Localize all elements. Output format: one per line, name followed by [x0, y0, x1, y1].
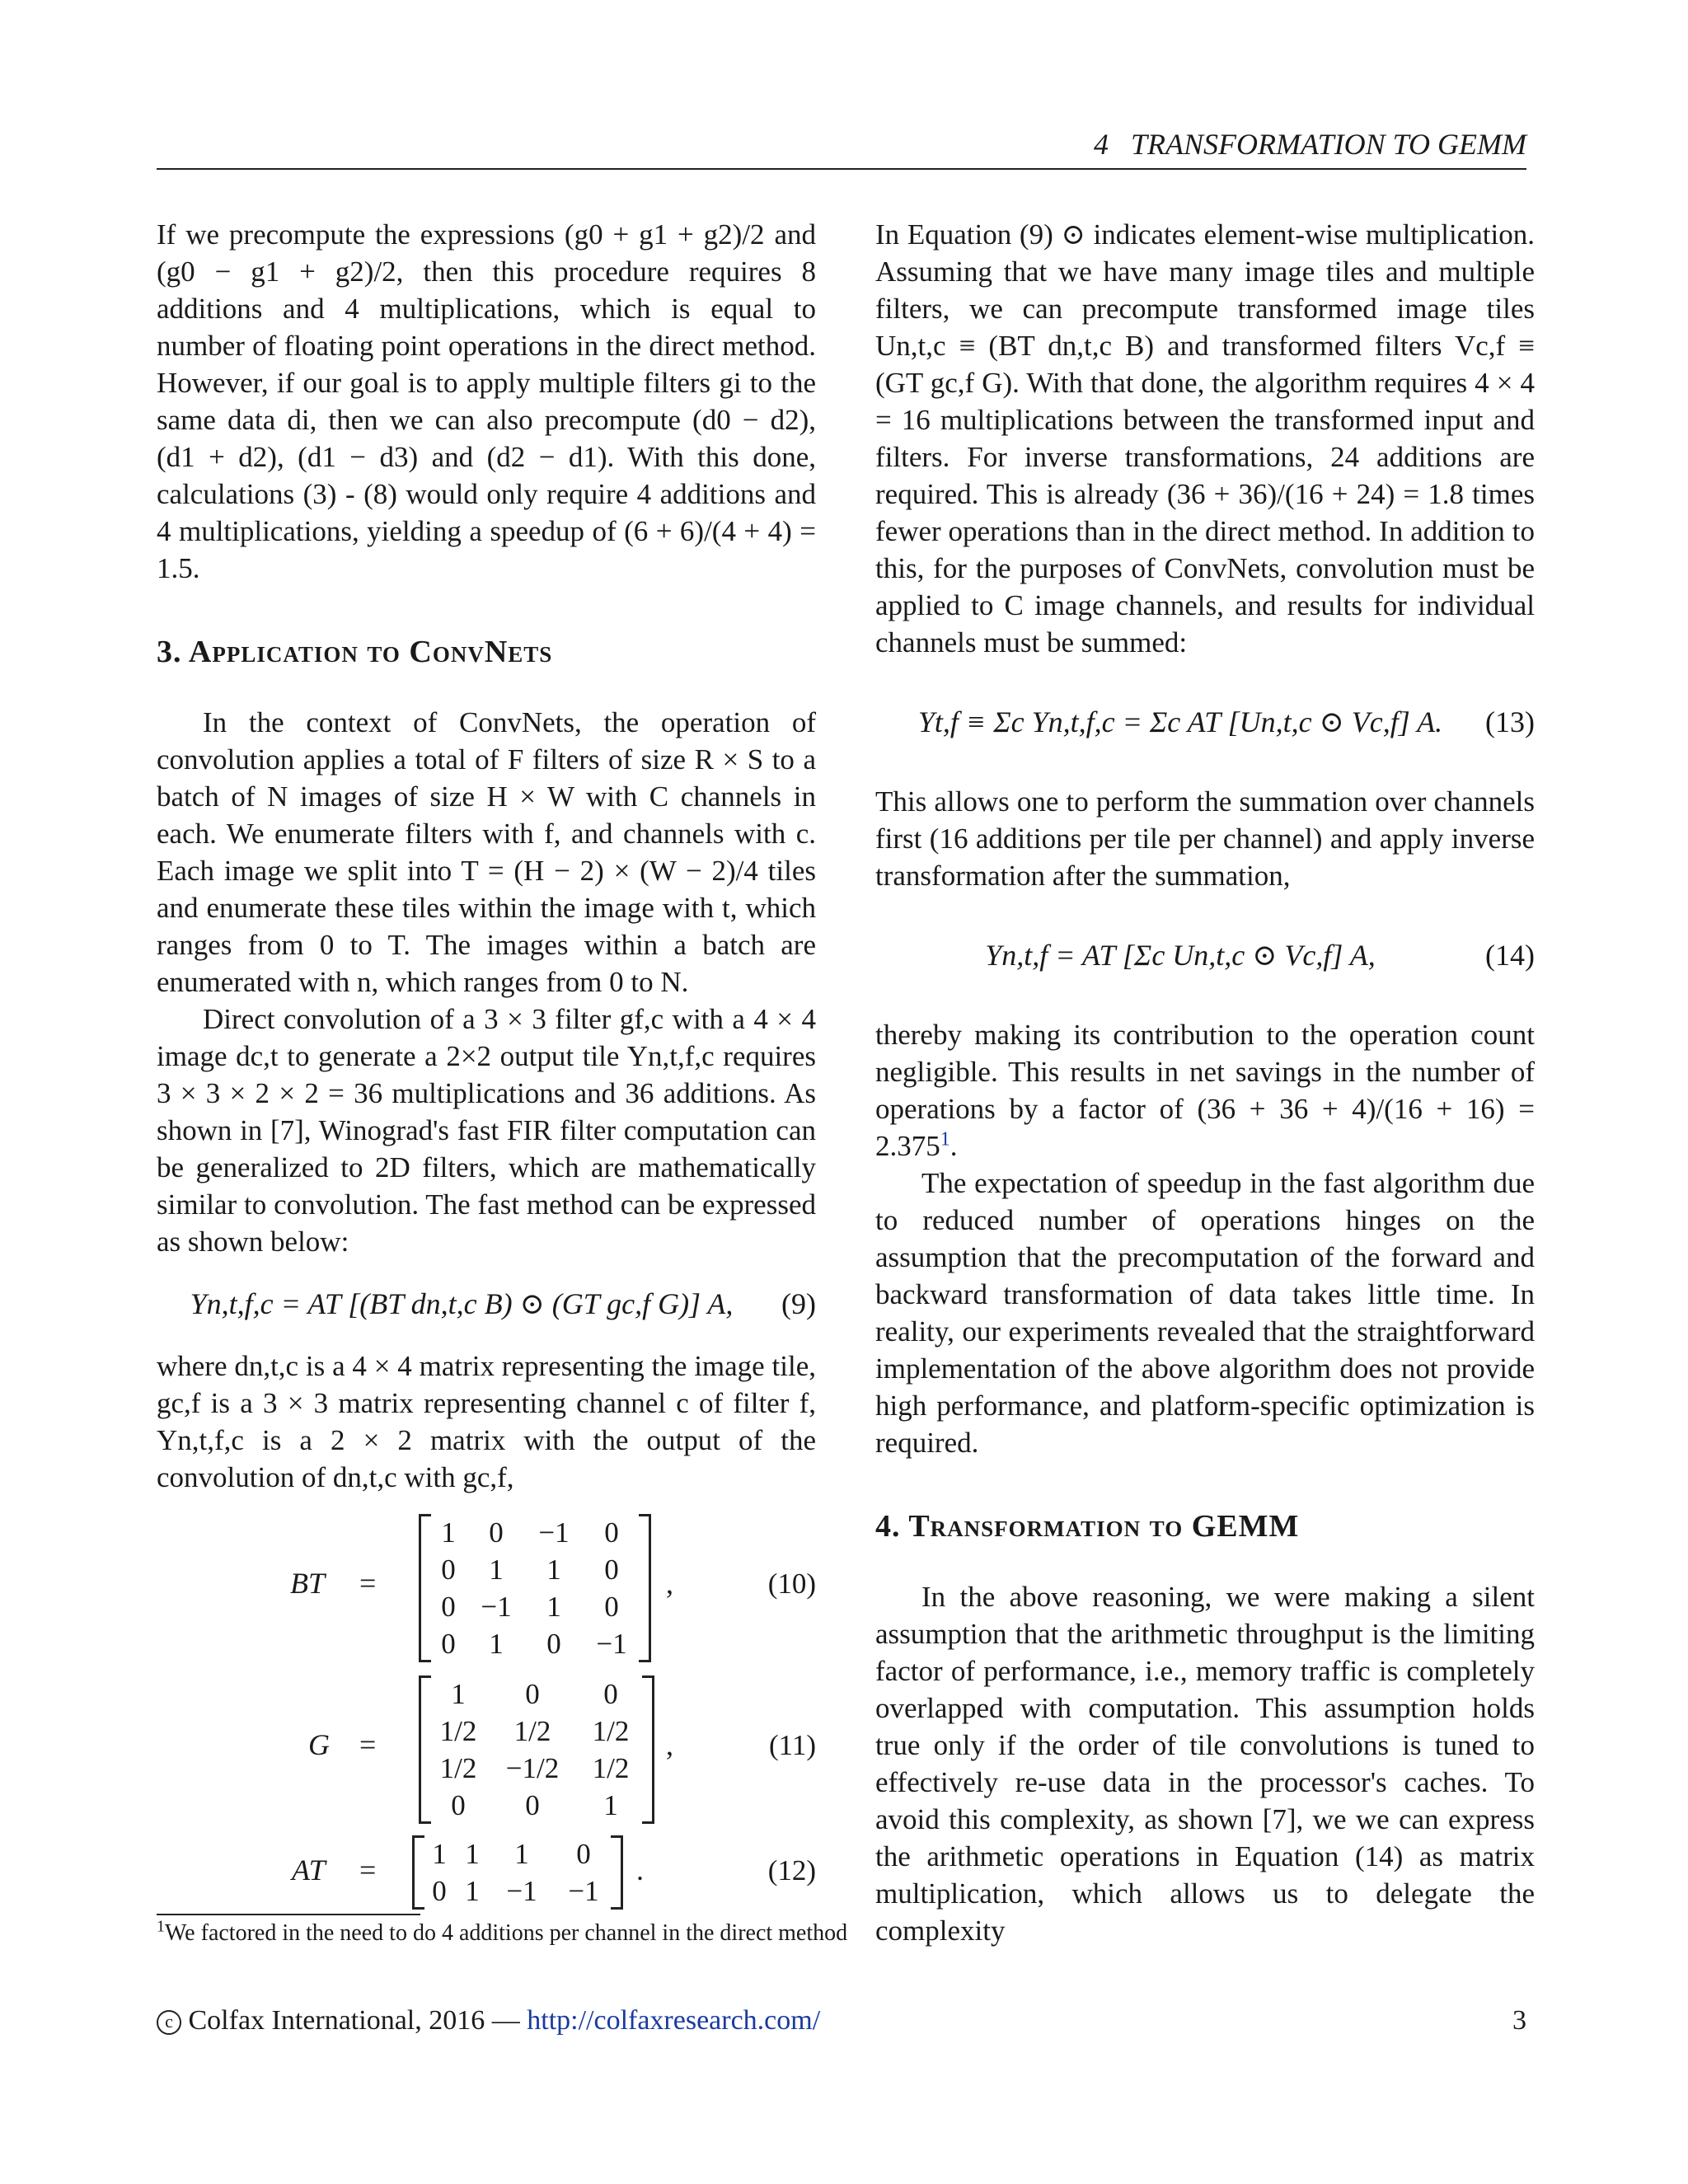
- equation-14-body: Yn,t,f = AT [Σc Un,t,c ⊙ Vc,f] A,: [985, 939, 1376, 972]
- matrix-at-cell: 0: [576, 1838, 591, 1870]
- matrix-g-cell: 0: [525, 1789, 540, 1821]
- footnote-ref-1[interactable]: 1: [940, 1128, 950, 1151]
- matrix-bt-cell: 0: [441, 1628, 456, 1660]
- equation-13: [875, 673, 1535, 771]
- matrix-at-cell: 1: [465, 1838, 480, 1870]
- header-section-number: 4: [1094, 128, 1109, 161]
- matrix-bt-cell: 0: [604, 1591, 619, 1623]
- footnote-mark: 1: [157, 1917, 165, 1936]
- matrix-bt-cell: 1: [441, 1516, 456, 1549]
- left-paragraph-1: If we precompute the expressions (g0 + g1 + g2)/2 and (g0 − g1 + g2)/2, then this procedure requires 8 additions and 4 multiplications, which is equal to number of floating point operations in the direct method. However, if our goal is to apply multiple filters gi to the same data di, then we can also precompute (d0 − d2), (d1 + d2), (d1 − d3) and (d2 − d1). With this done, calculations (3) - (8) would only require 4 additions and 4 multiplications, yielding a speedup of (6 + 6)/(4 + 4) = 1.5.: [157, 218, 816, 584]
- right-paragraph-3-text: thereby making its contribution to the operation count negligible. This results in net savings in the number of operations by a factor of (36 + 36 + 4)/(16 + 16) = 2.375: [875, 1019, 1535, 1162]
- matrix-g-comma: ,: [666, 1728, 673, 1761]
- section-4-number: 4.: [875, 1509, 901, 1544]
- matrix-bt-cell: 0: [489, 1516, 504, 1549]
- footnote: [157, 1917, 1526, 1947]
- matrix-at-cell: 0: [432, 1875, 447, 1907]
- footnote-rule: [157, 1914, 420, 1915]
- right-paragraph-3: thereby making its contribution to the operation count negligible. This results in net savings in the number of operations by a factor of (36 + 36 + 4)/(16 + 16) = 2.375$^1$.: [875, 1019, 1535, 1162]
- matrix-bt-cell: −1: [538, 1516, 570, 1549]
- running-header: [157, 124, 1526, 170]
- matrix-g-number: (11): [768, 1729, 816, 1761]
- matrix-at-number: (12): [767, 1854, 816, 1886]
- matrix-g-cell: 1: [451, 1678, 466, 1710]
- matrix-g-cell: 1/2: [592, 1752, 630, 1784]
- matrix-bt-cell: 1: [489, 1554, 504, 1586]
- section-3-number: 3.: [157, 635, 182, 669]
- section-3-heading: [157, 631, 816, 673]
- page-number: 3: [1512, 2005, 1526, 2036]
- matrix-g-cell: 1/2: [439, 1715, 477, 1747]
- equation-14-number: (14): [1485, 939, 1535, 972]
- matrix-at-label: AT: [292, 1854, 326, 1886]
- matrix-g-cell: 1/2: [513, 1715, 551, 1747]
- right-column: [875, 216, 1535, 1949]
- matrix-bt-cell: −1: [481, 1591, 512, 1623]
- equation-9-body: Yn,t,f,c = AT [(BT dn,t,c B) ⊙ (GT gc,f G)] A,: [190, 1287, 734, 1320]
- right-paragraph-5: In the above reasoning, we were making a silent assumption that the arithmetic throughput is the limiting factor of performance, i.e., memory traffic is completely overlapped with computation. This assumption holds true only if the order of tile convolutions is tuned to effectively re-use data in the processor's caches. To avoid this complexity, as shown [7], we we can express the arithmetic operations in Equation (14) as matrix multiplication, which allows us to delegate the complexity: [875, 1581, 1535, 1947]
- equation-13-body: Yt,f ≡ Σc Yn,t,f,c = Σc AT [Un,t,c ⊙ Vc,f] A.: [917, 705, 1443, 738]
- left-paragraph-4: where dn,t,c is a 4 × 4 matrix representing the image tile, gc,f is a 3 × 3 matrix representing channel c of filter f, Yn,t,f,c is a 2 × 2 matrix with the output of the convolution of dn,t,c with gc,f,: [157, 1350, 816, 1493]
- matrix-at-cell: 1: [432, 1838, 447, 1870]
- matrix-at-cell: 1: [514, 1838, 529, 1870]
- matrix-at-row: [157, 1835, 816, 1910]
- matrix-g-cell: 0: [525, 1678, 540, 1710]
- footer-copyright: Colfax International, 2016 —: [188, 2005, 520, 2036]
- matrix-bt-cell: 1: [546, 1591, 561, 1623]
- left-paragraph-3: Direct convolution of a 3 × 3 filter gf,c with a 4 × 4 image dc,t to generate a 2×2 output tile Yn,t,f,c requires 3 × 3 × 2 × 2 = 36 multiplications and 36 additions. As shown in [7], Winograd's fast FIR filter computation can be generalized to 2D filters, which are mathematically similar to convolution. The fast method can be expressed as shown below:: [157, 1003, 816, 1258]
- equation-9-number: (9): [781, 1287, 816, 1320]
- section-3-title: Application to ConvNets: [188, 635, 553, 669]
- matrix-bt-cell: 0: [604, 1516, 619, 1549]
- matrix-g-cell: 1: [603, 1789, 618, 1821]
- matrix-bt-cell: −1: [596, 1628, 627, 1660]
- matrix-g-cell: 0: [603, 1678, 618, 1710]
- header-section-title: TRANSFORMATION TO GEMM: [1131, 128, 1526, 161]
- section-4-title: Transformation to GEMM: [908, 1509, 1300, 1544]
- matrix-at-period: .: [636, 1854, 644, 1886]
- matrix-at-cell: 1: [465, 1875, 480, 1907]
- matrix-bt-number: (10): [767, 1568, 816, 1600]
- right-paragraph-2: This allows one to perform the summation over channels first (16 additions per tile per channel) and apply inverse transformation after the summation,: [875, 785, 1535, 892]
- equation-9: [157, 1272, 816, 1336]
- footnote-text: We factored in the need to do 4 additions per channel in the direct method: [165, 1920, 848, 1946]
- matrix-g: [419, 1675, 654, 1824]
- section-4-heading: [875, 1506, 1535, 1547]
- matrix-bt: [419, 1514, 651, 1662]
- matrix-bt-cell: 1: [489, 1628, 504, 1660]
- equation-13-number: (13): [1485, 705, 1535, 738]
- footer-url-link[interactable]: http://colfaxresearch.com/: [527, 2005, 821, 2036]
- left-paragraph-2: In the context of ConvNets, the operation of convolution applies a total of F filters of size R × S to a batch of N images of size H × W with C channels in each. We enumerate filters with f, and channels with c. Each image we split into T = (H − 2) × (W − 2)/4 tiles and enumerate these tiles within the image with t, which ranges from 0 to T. The images within a batch are enumerated with n, which ranges from 0 to N.: [157, 706, 816, 998]
- matrix-bt-equals: =: [359, 1567, 377, 1600]
- equation-14: [875, 906, 1535, 1005]
- matrix-bt-cell: 0: [604, 1554, 619, 1586]
- matrix-g-equals: =: [359, 1728, 377, 1761]
- matrix-at-cell: −1: [506, 1875, 537, 1907]
- matrix-g-cell: 0: [451, 1789, 466, 1821]
- matrix-g-cell: 1/2: [439, 1752, 477, 1784]
- right-paragraph-1: In Equation (9) ⊙ indicates element-wise multiplication. Assuming that we have many image tiles and multiple filters, we can precompute transformed image tiles Un,t,c ≡ (BT dn,t,c B) and transformed filters Vc,f ≡ (GT gc,f G). With that done, the algorithm requires 4 × 4 = 16 multiplications between the transformed input and filters. For inverse transformations, 24 additions are required. This is already (36 + 36)/(16 + 24) = 1.8 times fewer operations than in the direct method. In addition to this, for the purposes of ConvNets, convolution must be applied to C image channels, and results for individual channels must be summed:: [875, 218, 1535, 658]
- matrix-bt-label: BT: [290, 1567, 326, 1600]
- right-paragraph-4: The expectation of speedup in the fast algorithm due to reduced number of operations hinges on the assumption that the precomputation of the forward and backward transformation of data takes little time. In reality, our experiments revealed that the straightforward implementation of the above algorithm does not provide high performance, and platform-specific optimization is required.: [875, 1167, 1535, 1459]
- matrix-bt-cell: 0: [546, 1628, 561, 1660]
- matrix-at-cell: −1: [568, 1875, 599, 1907]
- matrix-bt-comma: ,: [666, 1567, 673, 1600]
- matrix-at: [412, 1835, 623, 1910]
- matrix-equations: [157, 1514, 816, 1907]
- matrix-g-label: G: [308, 1728, 330, 1761]
- matrix-g-row: [157, 1675, 816, 1824]
- page-footer: [157, 2003, 1526, 2039]
- matrix-g-cell: 1/2: [592, 1715, 630, 1747]
- matrix-bt-cell: 0: [441, 1554, 456, 1586]
- matrix-bt-cell: 0: [441, 1591, 456, 1623]
- copyright-icon: c: [157, 2010, 181, 2035]
- matrix-bt-row: [157, 1514, 816, 1662]
- matrix-bt-cell: 1: [546, 1554, 561, 1586]
- matrix-at-equals: =: [359, 1854, 377, 1886]
- left-column: [157, 216, 816, 1907]
- matrix-g-cell: −1/2: [505, 1752, 560, 1784]
